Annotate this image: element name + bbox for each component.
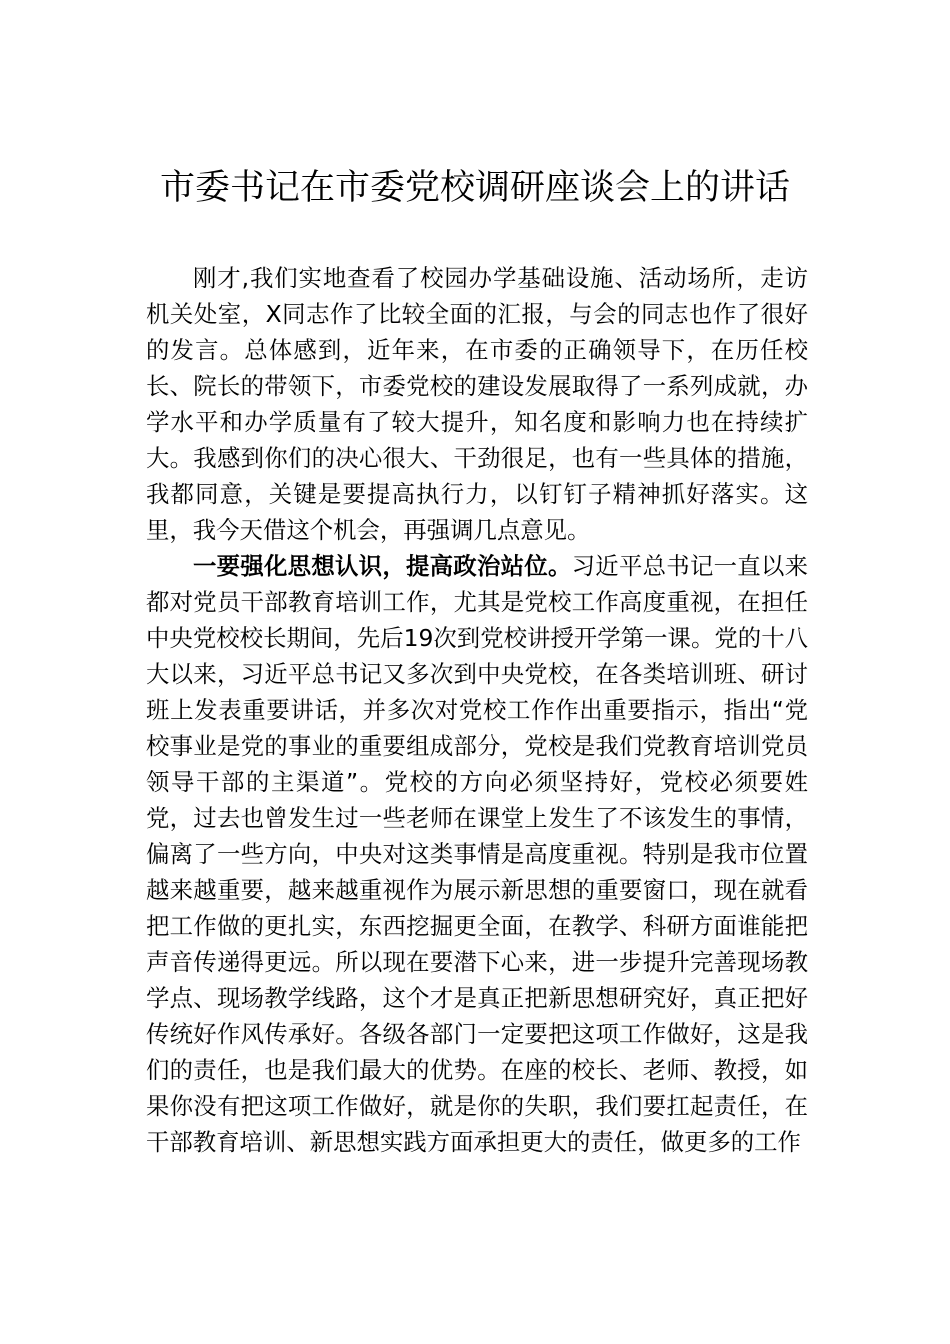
paragraph-point-one-heading: 一要强化思想认识，提高政治站位。 (193, 552, 572, 580)
document-title: 市委书记在市委党校调研座谈会上的讲话 (159, 168, 790, 208)
document-body (146, 260, 808, 1160)
paragraph-intro-text: 刚才,我们实地查看了校园办学基础设施、活动场所，走访机关处室，X同志作了比较全面的汇报，与会的同志也作了很好的发言。总体感到，近年来，在市委的正确领导下，在历任校长、院长的带领下，市委党校的建设发展取得了一系列成就，办学水平和办学质量有了较大提升，知名度和影响力也在持续扩大。我感到你们的决心很大、干劲很足，也有一些具体的措施，我都同意，关键是要提高执行力，以钉钉子精神抓好落实。这里，我今天借这个机会，再强调几点意见。 (146, 264, 808, 544)
paragraph-intro (146, 260, 808, 548)
paragraph-point-one (146, 548, 808, 1160)
paragraph-point-one-text: 习近平总书记一直以来都对党员干部教育培训工作，尤其是党校工作高度重视，在担任中央党校校长期间，先后19次到党校讲授开学第一课。党的十八大以来，习近平总书记又多次到中央党校，在各类培训班、研讨班上发表重要讲话，并多次对党校工作作出重要指示，指出“党校事业是党的事业的重要组成部分，党校是我们党教育培训党员领导干部的主渠道”。党校的方向必须坚持好，党校必须要姓党，过去也曾发生过一些老师在课堂上发生了不该发生的事情，偏离了一些方向，中央对这类事情是高度重视。特别是我市位置越来越重要，越来越重视作为展示新思想的重要窗口，现在就看把工作做的更扎实，东西挖掘更全面，在教学、科研方面谁能把声音传递得更远。所以现在要潜下心来，进一步提升完善现场教学点、现场教学线路，这个才是真正把新思想研究好，真正把好传统好作风传承好。各级各部门一定要把这项工作做好，这是我们的责任，也是我们最大的优势。在座的校长、老师、教授，如果你没有把这项工作做好，就是你的失职，我们要扛起责任，在干部教育培训、新思想实践方面承担更大的责任，做更多的工作 (146, 552, 809, 1156)
